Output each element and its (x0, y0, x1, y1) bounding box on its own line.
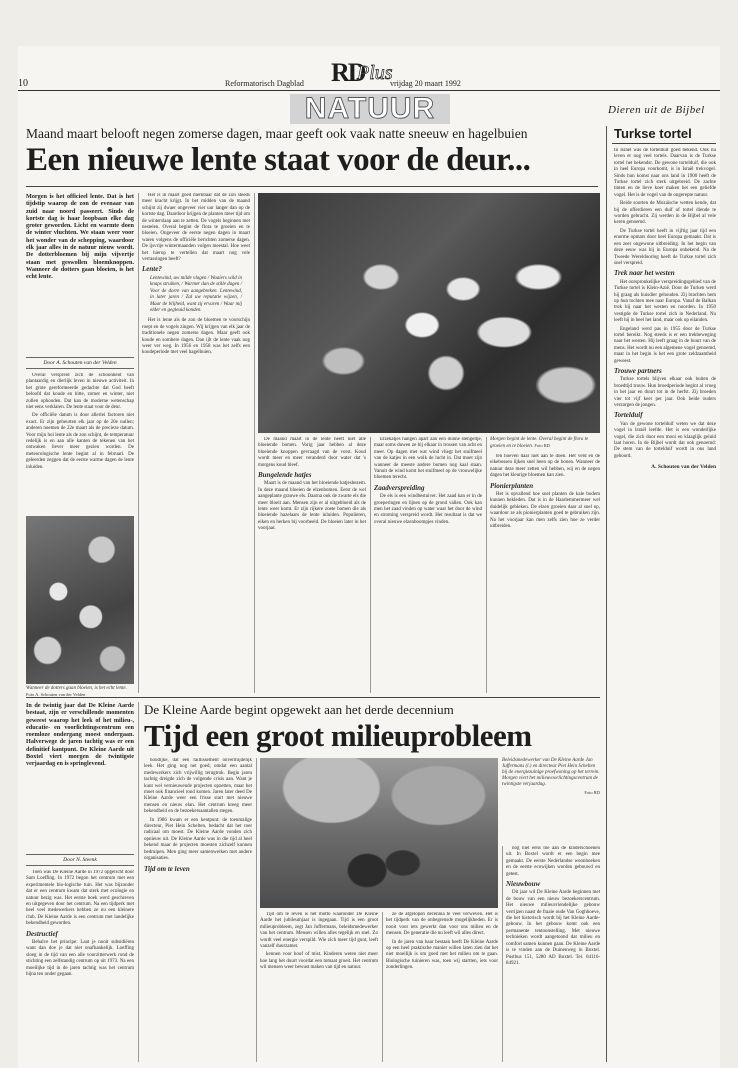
main-col3b: Maart is de maand van het bloeiende katjesbezem. In deze maand bloeien de elzenbomen. Eerst de wel aangeplante grauwe els. Daarna ook de zwarte els die meer bloeit aan. Mensen zijn er al uitgebloeid als de lente weer komt. Er zijn rijkere zoete bomen die als bloeiende hazelaars de lente inluiden. Populieren, eiken en berken bij voorbeeld. De bloeien later in het voorjaar. (258, 481, 366, 532)
lente-heading: Lente? (142, 265, 162, 274)
second-photo-credit: Foto RD (584, 790, 600, 795)
second-col3: Tijd om te leven is het motto waaronder De Kleine Aarde het jubileumjaar is ingegaan. Tijd is een groot milieuprobleem, zegt Jan Juffermans, beleidsmedewerker van het centrum. Mensen willen alles tegelijk en snel. Zo wordt veel energie verspild. Wie zich meer tijd gunt, leeft vanzelf duurzamer. (260, 912, 378, 950)
photo1-caption: Wanneer de dotters gaan bloeien, is het echt lente. (26, 686, 127, 691)
newspaper-name: Reformatorisch Dagblad (225, 79, 304, 88)
main-kicker: Maand maart belooft negen zomerse dagen, maar geeft ook vaak natte sneeuw en hagelbuien (26, 126, 528, 141)
page-number: 10 (18, 78, 28, 89)
second-col4b: In de jaren van haar bestaan heeft De Kleine Aarde op een heel praktische manier willen laten zien dat het niet moeilijk is om goed met het milieu om te gaan. Biologische tuinieren was, toen wij startten, iets voor zonderlingen. (386, 939, 498, 971)
second-left-body2: Behalve het principe: Laat je nooit subsidiëren want dan doe je dat niet onafhankelijk. Loeffing sloeg in de tijd van een alle voorzitterwerk rond de stichting een zelfstandig centrum op uit 1973. Na een moeilijke tijd in de jaren tachtig was het centrum bijna ten onder gegaan. (26, 940, 134, 978)
second-intro: In de twintig jaar dat De Kleine Aarde bestaat, zijn er verschillende momenten geweest waarop het leek of het milieu-, educatie- en voorlichtingscentrum een roemloze ondergang moest ondergaan. Halverwege de jaren tachtig was er een definitief kantpunt. De Kleine Aarde uit Boxtel viert morgen de twintigste verjaardag en is springlevend. (26, 702, 134, 768)
main-body-2: De officiële datum is door allerlei factoren niet exact. Er zijn gebeurten elk jaar op de 20e nullen; anderen noemen de 22e maart als de precieze datum. Voor mijn hoi lente als de zon schijnt, de temperatuur redelijk is en aan alle kanten de tekenen van het ontwaken liever meer gezien worden. De meteorologische lente begint al in februari. De geleerden zeggen dat de eerste warme dagen de lente inluiden. (26, 413, 134, 470)
sidebar-body-2: Beide soorten de Mozaïsche wetten kende, dat bij de offerdieren een duif of tortel diende te worden gebracht. Zij werden in de Bijbel al vele keren genoemd. (614, 201, 716, 226)
photo1-credit: Foto A. Schouten van der Velden (26, 692, 86, 697)
bungelende-heading: Bungelende hatjes (258, 471, 312, 480)
sidebar-body-7: Van de gewone tortelduif weten we dat deze vogel in Israël leefde. Het is een wonderlijke vogel, die zich door een mooi en klaaglijk geluid laat horen. In de Bijbel wordt dat ook genoemd: De stem van de tortelduif wordt in ons land gehoord. (614, 421, 716, 459)
main-col2: Het is in maart goed merkbaar dat de zon steeds meer kracht krijgt. In het midden van de maand schijnt zij dwaer ongeveer vier uur langer dan op de kortste dag. Daardoor krijgen de planten meer tijd om de winterslaap aan te zetten. De vogels beginnen met nestelen. Overal begint de flora te groeien en te bloeien. Ongeveer de eerste negen dagen in maart waren volgens de officiële berichten zomerse dagen. De ijsvrije wintermaanden volgen meestal. Hoe weet het hierop te vertellen dat maart nog vele verrassingen heeft? (142, 193, 250, 263)
sidebar-title: Turkse tortel (614, 126, 692, 141)
nieuwbouw-heading: Nieuwbouw (506, 880, 541, 889)
second-byline: Door N. Steenk (63, 857, 97, 863)
photo-dotterbloemen (26, 516, 134, 684)
second-headline: Tijd een groot milieuprobleem (144, 718, 532, 753)
destructief-heading: Destructief (26, 929, 58, 938)
column-title: Dieren uit de Bijbel (608, 104, 705, 116)
main-body-1: Overal verspreid zich de schoonheid van plantaardig en dierlijk leven in nieuwe activiteit. In het grote gereformeerde gedachte dat God heeft beloofd dat koude en hitte, zomer en winter, niet zullen ophouden. Dat kan de moderne wetenschap niet eens verklaren. De lente staat voor de deur. (26, 373, 134, 411)
headline-rule (26, 186, 598, 187)
lente-poem: Lentewind, uw milde vlagen / Waaiers wild in knaps struiken, / Warmer dan de stille dagen / Voor de dorre van aangebreken. Lentewind, in later jaren / Zal uw reputatie wijzen, / Maar de blijheid, want zij ervaren / Waar mij elder en gegleuid konden. (150, 275, 242, 313)
main-col2b: Het is lente als de zon de bloemen te voorschijn roept en de vogels zingen. Wij krijgen van elk jaar de traditionele negen zomerse dagen. Maar geeft ook koude en sombere dagen. Dan ijlt de lente vaak nog weer ver weg. In 1956 en 1958 was het zelfs een koudeperiode met veel hagelbuien. (142, 318, 250, 356)
main-headline: Een nieuwe lente staat voor de deur... (26, 142, 531, 178)
second-col5b: Dit jaar wil De Kleine Aarde beginnen met de bouw van een nieuw bezoekerscentrum. Het nieuwe milieuvriendelijke gebouw verrijzen naast de fraaie oude Van Goghhoeve, die het historisch wordt bij het Kleine Aarde-gebouw. In het gebouw komt ook een permanente tentoonstelling. Met nieuwe technieken wordt aangetoond dat milieu en comfort samen kunnen gaan. De Kleine Aarde is te vinden aan de Duinenweg in Boxtel. Postbus 151, 5280 AD Boxtel. Tel. 04116-84921. (506, 890, 600, 966)
second-col4: ze de afgelopen decennia te veel verweven. Het is het tijdperk van de onbegrensde mogelijkheden. Er is nooit voor iets gewerkt dan voor ons milieu en de mensen. De generatie die nu leeft wil alles direct. (386, 912, 498, 937)
main-col3a: De maand maart in de lente heeft niet alle bloeiende bomen. Vorig jaar hebben al deze bloeiende knoppen gevraagd van de vorst. Koud wordt meer en meer veranderd door water dat 's morgens koud bleef. (258, 437, 366, 468)
photo2-credit: Foto RD (534, 443, 551, 448)
article-divider (26, 697, 600, 698)
tijd-heading: Tijd om te leven (144, 864, 190, 873)
sidebar-body-4: Het oorspronkelijke verspreidingsgebied van de Turkse tortel is Klein-Azië. Door de Turken werd hij graag als huisdier gehouden. Zij brachten hem op hun tochten mee naar Europa. Vanaf de Balkan trok hij naar het westen en noorden. In 1950 vestigde de Turkse tortel zich in Nederland. Nu leeft hij in heel het land, maar ook op eilanden. (614, 279, 716, 324)
logo-rd: RD (331, 58, 365, 87)
second-col5: nog niet eens toe aan de kinderschoenen uit. In Boxtel wordt er een begin mee gemaakt. De eerste Nederlandse woonhoeken en de eerste ecowijken worden gebouwd en getest. (506, 846, 600, 877)
sidebar-byline: A. Schouten van der Velden (651, 464, 716, 471)
second-photo-caption: Beleidsmedewerker van De Kleine Aarde Jan Juffermans (l.) en directeur Piet Hein Schelten bij de energiezuinige proefwoning op het terrein. Morgen viert het milieuvoorlichtingscentrum de twintigste verjaardag. (502, 758, 600, 787)
main-intro: Morgen is het officieel lente. Dat is het tijdstip waarop de zon de evenaar van zuid naar noord passeert. Sinds de kortste dag is haar loopbaan elke dag groter geworden. Licht en warmte doen de winter vluchten. We staan weer voor het wonder van de schepping, waardoor elk jaar alles in de natuur nieuw wordt. De dotterbloemen bij mijn vijvertje staan met geswollen bloemknoppen. Wanneer de dotters gaan bloeien, is het echt lente. (26, 193, 134, 281)
main-col4a: Elzekatjes hangen apart aan een dunne stengeltje, maar soms duwen ze bij elkaar in trossen van acht en meer. Op dagen met wat wind vliegt het stuifmeel van de katjes in een wolk de lucht in. Dat moet zijn wanneer de meeste andere bomen nog kaal staan. Vanuit de wind komt het stuifmeel op de vrouwelijke bloemen terecht. (374, 437, 482, 481)
main-col5b: Het is opvallend hoe snel planten de kale bodem kunnen bekleden. Dat is in de Haarlemmermeer wel duidelijk gebleken. De elzen groeien daar al snel op, waardoor ze als pionierplanten goed te gebruiken zijn. Na het voorjaar kan men zelfs zien hoe ze verder uitbreiden. (490, 492, 600, 530)
newspaper-page (18, 46, 720, 1068)
main-col4b: De els is een windbestuiver. Het zaad kan er in de groeperingen en lijnen op de grond vallen. Ook kan men het zaad vinden op water waar het door de wind en stroming verspreid wordt. Het resultaat is dat we overal nieuwe elzenboompjes vinden. (374, 494, 482, 525)
zaad-heading: Zaadverspreiding (374, 483, 425, 492)
pioniers-heading: Pionierplanten (490, 481, 534, 490)
second-kicker: De Kleine Aarde begint opgewekt aan het derde decennium (144, 702, 454, 717)
trouwe-heading: Trouwe partners (614, 367, 662, 375)
logo-plus: Plus (357, 62, 393, 84)
main-col5a: ten hoeven daar niet aan te doen. Het veld en de eikebossen lijken snel heen op de bonen. Wanneer de natuur deze meer zetten wil hebben, wij en de negen dagen het kleurige bloemen kan zien. (490, 454, 600, 479)
main-byline: Door A. Schouten van der Velden (43, 360, 117, 366)
sidebar-body-3: De Turkse tortel heeft in vijftig jaar tijd een enorme opmars door heel Europa gemaakt. Dat is een zeer ongewone uitbreiding. In het begin van deze eeuw was hij in Europa onbekend. Na de Tweede Wereldoorlog heeft de Turkse tortel zich snel verspreid. (614, 228, 716, 266)
sidebar-body-5: Engeland werd pas in 1955 door de Turkse tortel bereikt. Nog steeds is er een trekbeweging naar het westen. Hij leeft graag in de buurt van de mens. Het wordt nu een algemene vogel genoemd, maar in het begin is het een grote zeldzaamheid geweest. (614, 326, 716, 364)
section-title: NATUUR (304, 92, 436, 125)
second-col2b: In 1986 kwam er een kentpunt: de toenmalige directeur, Piet Hein Schelten, bedacht dat het roer radicaal om moest. De Kleine Aarde vonden zich opnieuw uit. De Kleine Aarde was in die tijd al heel bekend maar de projecten moesten zichzelf kunnen bedruipen. Men ging meer samenwerken met andere organisaties. (144, 817, 252, 862)
issue-date: vrijdag 20 maart 1992 (390, 79, 461, 88)
tortelduif-heading: Tortelduif (614, 411, 643, 420)
second-col3b: kennen voor hoof of mist. Kinderen weten niet meer hoe lang het duurt voordat een tomaat groeit. Het centrum wil mensen weer bewust maken van tijd en natuur. (260, 952, 378, 971)
sidebar-body-1: In Israël was de tortelduif goed bekend. Ook nu leven er nog veel tortels. Daarvan is de Turkse tortel het bekendst. De gewone tortelduif, die ook in heel Europa voorkomt, is in Israël trekvogel. Sinds hun komst naar ons land in 1900 heeft de Turkse tortel zich sterk uitgebreid. De zachte tinten en de lieve koer maken het een geliefde vogel. Het is de vogel van de ongerepte natuur. (614, 148, 716, 198)
photo-kleine-aarde (260, 758, 498, 908)
trek-heading: Trek naar het westen (614, 269, 675, 278)
header-rule (18, 90, 720, 91)
second-col2: houdijke, dat een faillissement onvermijdelijk leek. Het ging nog net goed, omdat een aantal medewerkers zich vrijwillig terugtrok. Begin jaren tachtig dreigde zich de volgende crisis aan. Want je kunt wel vernieuwende projecten opzetten, maar het moet ook financieel rond komen. Jaren later deed De Kleine Aarde weer een frisse start met nieuwe mensen en nieuw elan. Het centrum kreeg meer bekendheid en de bezoekersaantallen stegen. (144, 758, 252, 815)
photo2-caption: Morgen begint de lente. Overal begint de flora te groeien en te bloeien. (490, 437, 589, 449)
second-left-body: Toen was De Kleine Aarde in 1972 opgericht door Sam Loeffing. In 1972 begon het centrum met een experimentele bio-logische tuin. Het was bijzonder dat er een centrum kwam dat sterk met ecologie en natuur bezig was. Het eerste boek werd geschreven en uitgegeven door het centrum. Na een tijdperk met heel veel medewerkers hebben ze nu een kleinere club. De Kleine Aarde is een centrum met landelijke bekendheid geworden. (26, 870, 134, 927)
photo-blossoms (258, 193, 600, 433)
sidebar-body-6: Turkse tortels blijven elkaar ook buiten de broedtijd trouw. Hun broedperiode begint al vroeg in het jaar en duurt tot in de herfst. Zij broeden vier tot vijf keer per jaar. Ook beide ouders verzorgen de jongen. (614, 377, 716, 409)
